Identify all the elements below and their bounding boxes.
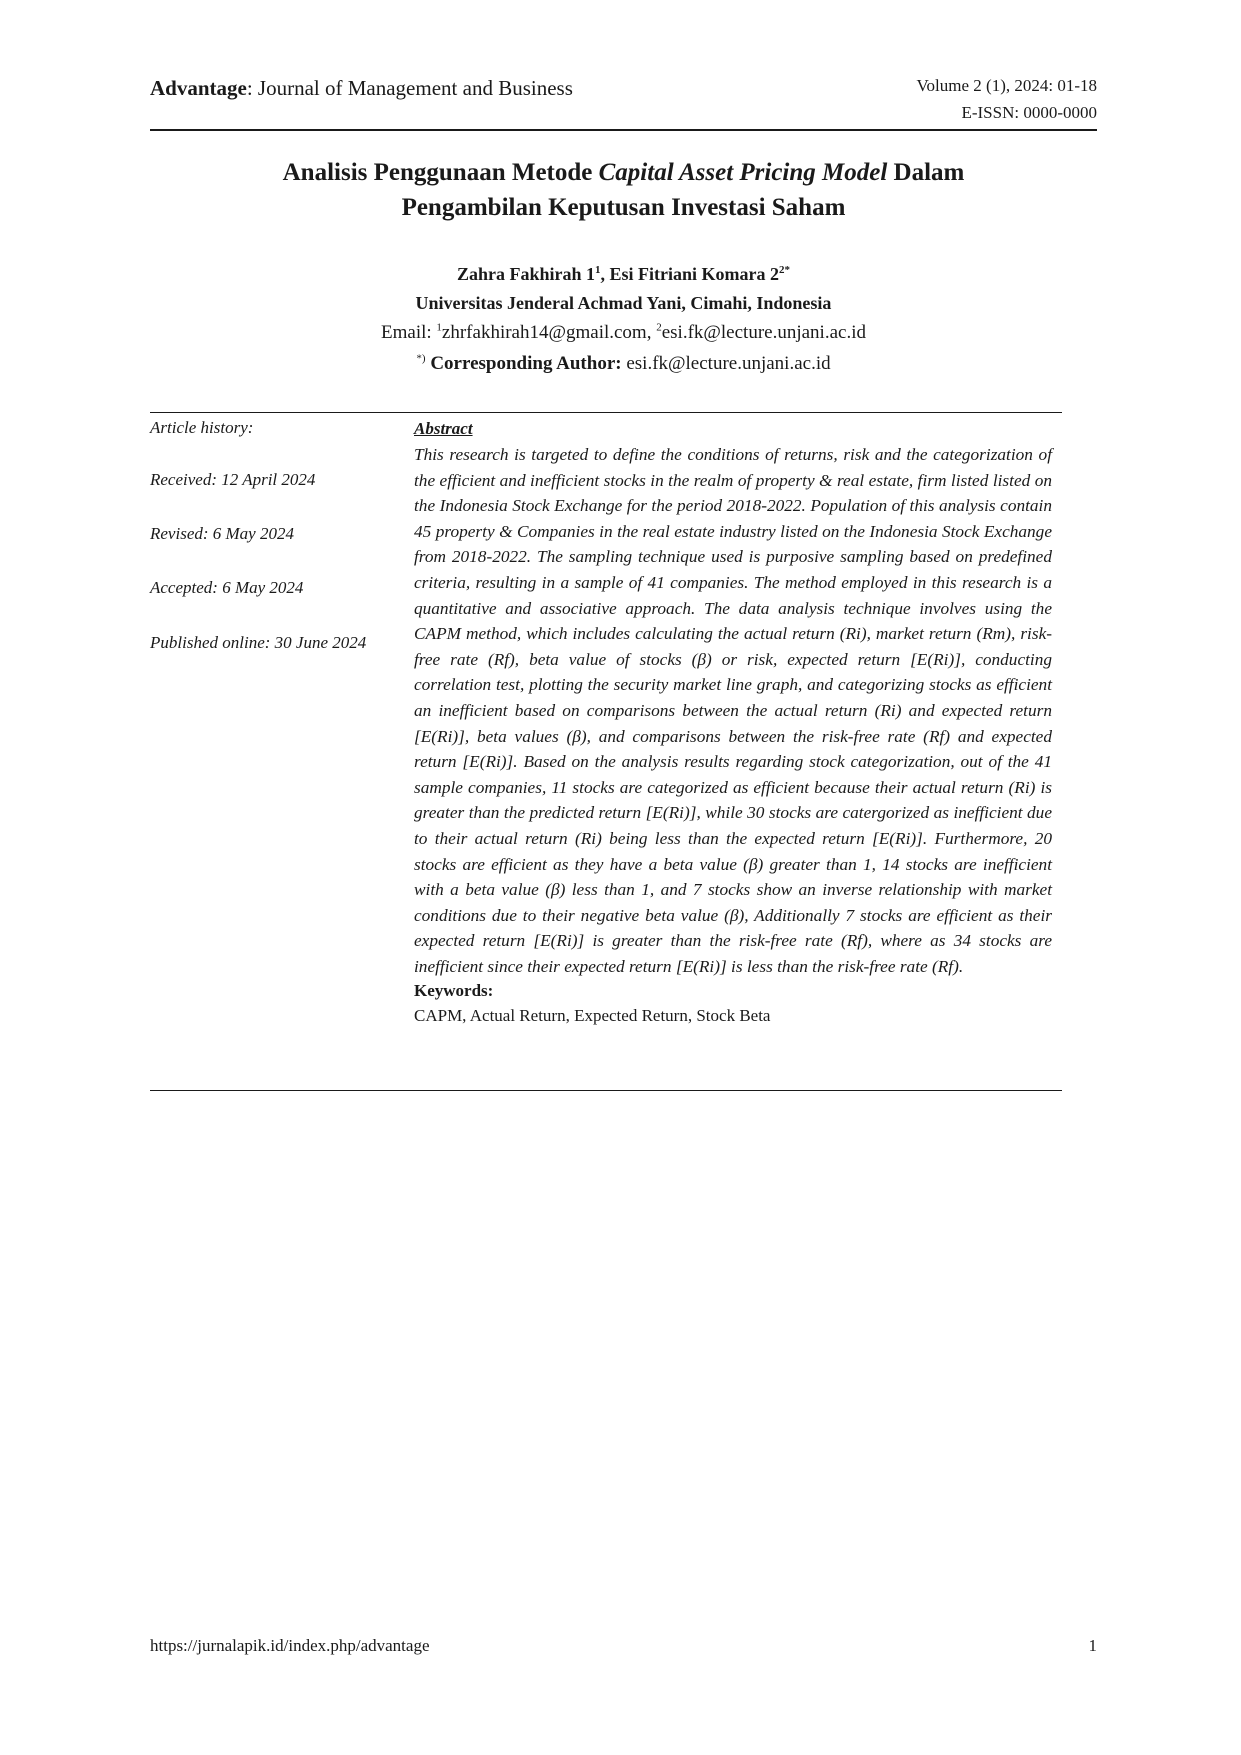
abstract-section [414, 418, 1052, 1029]
journal-title [150, 76, 573, 101]
journal-name: Advantage [150, 76, 247, 100]
author-1-sup: 1 [595, 264, 601, 276]
author-2: Esi Fitriani Komara 2 [609, 264, 780, 284]
email-2[interactable]: esi.fk@lecture.unjani.ac.id [661, 322, 866, 343]
running-header [150, 76, 1097, 132]
header-rule [150, 129, 1097, 131]
keywords-text: CAPM, Actual Return, Expected Return, Stock Beta [414, 1006, 771, 1026]
corresponding-author [150, 353, 1097, 375]
title-part1: Analisis Penggunaan Metode [282, 159, 599, 186]
paper-title [150, 155, 1097, 225]
history-label: Article history: [150, 418, 254, 437]
abstract-bottom-rule [150, 1090, 1062, 1091]
journal-subtitle: : Journal of Management and Business [246, 76, 573, 100]
email-line [150, 322, 1097, 344]
author-list [150, 264, 1097, 285]
volume-info: Volume 2 (1), 2024: 01-18 [916, 76, 1097, 95]
abstract-text: This research is targeted to define the conditions of returns, risk and the categorization of the efficient and inefficient stocks in the realm of property & real estate, firm listed listed on the Indonesia Stock Exchange for the period 2018-2022. Population of this analysis contain 45 property & Companies in the real estate industry listed on the Indonesia Stock Exchange from 2018-2022. The sampling technique used is purposive sampling based on predefined criteria, resulting in a sample of 41 companies. The method employed in this research is a quantitative and associative approach. The data analysis technique involves using the CAPM method, which includes calculating the actual return (Ri), market return (Rm), risk-free rate (Rf), beta value of stocks (β) or risk, expected return [E(Ri)], conducting correlation test, plotting the security market line graph, and categorizing stocks as efficient an inefficient based on comparisons between the actual return (Ri) and expected return [E(Ri)], beta values (β), and comparisons between the risk-free rate (Rf) and expected return [E(Ri)]. Based on the analysis results regarding stock categorization, out of the 41 sample companies, 11 stocks are categorized as efficient because their actual return (Ri) is greater than the predicted return [E(Ri)], while 30 stocks are catergorized as inefficient due to their actual return (Ri) being less than the expected return [E(Ri)]. Furthermore, 20 stocks are efficient as they have a beta value (β) greater than 1, 14 stocks are inefficient with a beta value (β) less than 1, and 7 stocks show an inverse relationship with market conditions due to their negative beta value (β), Additionally 7 stocks are efficient as their expected return [E(Ri)] is greater than the risk-free rate (Rf), where as 34 stocks are inefficient since their expected return [E(Ri)] is less than the risk-free rate (Rf). [414, 445, 1052, 976]
corr-sup: *) [416, 352, 426, 365]
title-italic: Capital Asset Pricing Model [598, 159, 888, 186]
footer-url[interactable]: https://jurnalapik.id/index.php/advantage [150, 1636, 430, 1655]
email-1[interactable]: zhrfakhirah14@gmail.com, [441, 322, 657, 343]
accepted-date: Accepted: 6 May 2024 [150, 578, 304, 597]
title-line2: Pengambilan Keputusan Investasi Saham [401, 194, 846, 221]
corr-label: Corresponding Author: [425, 353, 622, 374]
abstract-top-rule [150, 412, 1062, 413]
corr-email[interactable]: esi.fk@lecture.unjani.ac.id [621, 353, 831, 374]
email-1-sup: 1 [436, 321, 442, 334]
received-date: Received: 12 April 2024 [150, 470, 316, 489]
keywords-heading: Keywords: [414, 981, 494, 1001]
page-number: 1 [1088, 1636, 1097, 1655]
revised-date: Revised: 6 May 2024 [150, 524, 294, 543]
eissn: E-ISSN: 0000-0000 [961, 103, 1097, 122]
affiliation: Universitas Jenderal Achmad Yani, Cimahi, Indonesia [415, 293, 832, 313]
email-label: Email: [381, 322, 437, 343]
abstract-heading: Abstract [414, 419, 473, 438]
author-2-sup: 2* [779, 264, 791, 276]
author-separator: , [600, 264, 610, 284]
published-date: Published online: 30 June 2024 [150, 633, 367, 652]
email-2-sup: 2 [656, 321, 662, 334]
author-1: Zahra Fakhirah 1 [456, 264, 596, 284]
title-part2: Dalam [887, 159, 965, 186]
